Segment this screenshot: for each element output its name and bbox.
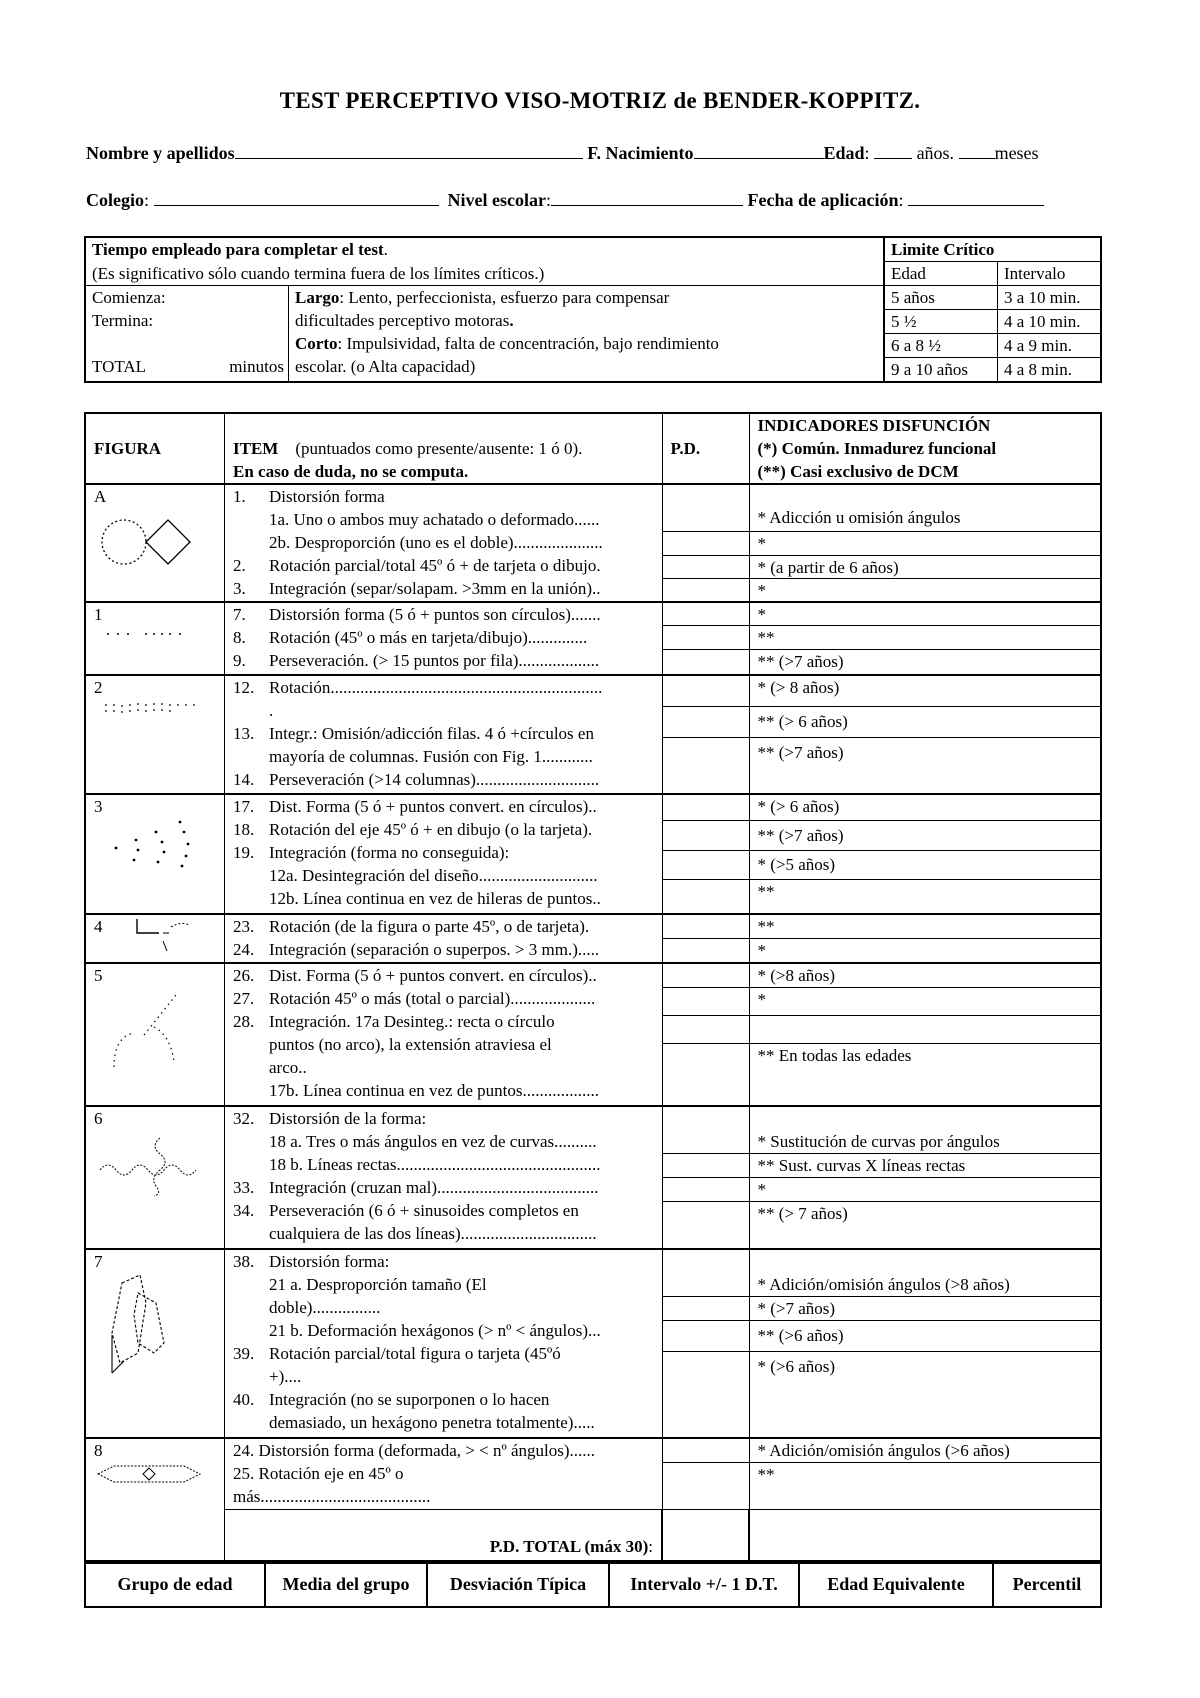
pd-input[interactable] (663, 1178, 749, 1202)
figure-cell (85, 914, 225, 963)
figure-cell (85, 484, 225, 602)
item-text: Integr.: Omisión/adicción filas. 4 ó +círculos en (269, 724, 594, 743)
indicator: * (757, 581, 766, 600)
indicator: * (>5 años) (750, 851, 1101, 880)
item-text: Rotación................................................................ (269, 678, 603, 697)
indicators-cell (749, 675, 1101, 794)
figure-row-4 (85, 914, 1101, 963)
indicator: ** En todas las edades (757, 1046, 912, 1065)
indicator: * Adición/omisión ángulos (>8 años) (750, 1250, 1101, 1297)
item-text: Distorsión forma (269, 487, 385, 506)
item-num: 24. (233, 940, 255, 959)
indicator: * Adicción u omisión ángulos (750, 485, 1101, 532)
item-num: 9. (233, 651, 246, 670)
item-num: 12. (233, 678, 255, 697)
indicator: * (757, 941, 766, 960)
footer-col-percentil: Percentil (993, 1561, 1101, 1607)
footer-col-edad-equivalente: Edad Equivalente (799, 1561, 993, 1607)
pd-input[interactable] (663, 556, 749, 579)
item-num: 3. (233, 579, 246, 598)
anos-label: años. (916, 143, 955, 163)
footer-col-desviacion: Desviación Típica (427, 1561, 609, 1607)
indicator (750, 1016, 1101, 1044)
indicator: ** (750, 626, 1101, 650)
indicator: ** (750, 915, 1101, 939)
indicators-cell (749, 914, 1101, 963)
item-text: Distorsión de la forma: (269, 1109, 427, 1128)
figure-7-drawing (94, 1273, 204, 1383)
limite-header-cell (884, 237, 1101, 262)
pd-input[interactable] (663, 915, 749, 939)
indicator: * (>7 años) (750, 1297, 1101, 1321)
limit-intervalo: 4 a 8 min. (1004, 360, 1072, 379)
indicators-cell (749, 963, 1101, 1106)
figure-cell (85, 602, 225, 675)
pd-input[interactable] (663, 579, 749, 601)
item-num: 1. (233, 487, 246, 506)
item-text: Perseveración (>14 columnas)............................. (269, 770, 600, 789)
item-text: doble)................ (269, 1298, 381, 1317)
item-text: 24. Distorsión forma (deformada, > < nº ángulos)...... (233, 1441, 596, 1460)
pd-input[interactable] (663, 707, 749, 738)
item-text: Distorsión forma (5 ó + puntos son círculos)....... (269, 605, 601, 624)
figure-cell (85, 1249, 225, 1438)
items-cell (225, 484, 663, 602)
item-text: Perseveración (6 ó + sinusoides completos en (269, 1201, 579, 1220)
figure-row-3 (85, 794, 1101, 914)
items-cell (225, 914, 663, 963)
indicator: ** (>7 años) (757, 652, 844, 671)
item-header-line2: En caso de duda, no se computa. (233, 462, 469, 481)
time-header-dot: . (383, 240, 388, 259)
indicators-cell (749, 1249, 1101, 1438)
items-cell (225, 963, 663, 1106)
figure-label: 1 (94, 605, 103, 624)
intervalo-col-header: Intervalo (998, 262, 1102, 286)
item-num: 17. (233, 797, 255, 816)
items-cell (225, 1106, 663, 1249)
termina-label: Termina: (92, 311, 154, 330)
item-text: Integración (no se suporponen o lo hacen (269, 1390, 550, 1409)
item-text: 2b. Desproporción (uno es el doble)..................... (269, 533, 603, 552)
item-text: Distorsión forma: (269, 1252, 390, 1271)
edad-col-header: Edad (884, 262, 998, 286)
figure-cell (85, 794, 225, 914)
indicator: * Adición/omisión ángulos (>6 años) (750, 1439, 1101, 1463)
limit-edad: 5 años (885, 286, 997, 310)
item-num: 23. (233, 917, 255, 936)
figure-a-drawing (94, 512, 194, 572)
figure-row-8 (85, 1438, 1101, 1510)
item-header-note: (puntuados como presente/ausente: 1 ó 0). (295, 439, 583, 458)
items-cell (225, 794, 663, 914)
item-num: 33. (233, 1178, 255, 1197)
indicators-cell (749, 484, 1101, 602)
pd-input[interactable] (663, 939, 749, 962)
pd-input[interactable] (663, 626, 749, 650)
item-text: 18 b. Líneas rectas................................................ (269, 1155, 601, 1174)
item-num: 18. (233, 820, 255, 839)
item-text: Perseveración. (> 15 puntos por fila)................... (269, 651, 600, 670)
item-text: mayoría de columnas. Fusión con Fig. 1............ (269, 747, 593, 766)
indicator: * (750, 1178, 1101, 1202)
indicator: ** (757, 882, 775, 901)
item-header (225, 413, 663, 484)
corto-text-1: : Impulsividad, falta de concentración, bajo rendimiento (337, 334, 719, 353)
item-text: 21 b. Deformación hexágonos (> nº < ángulos)... (269, 1321, 601, 1340)
pd-cell (662, 602, 749, 675)
item-num: 8. (233, 628, 246, 647)
footer-table (84, 1560, 1102, 1608)
pd-total-input[interactable] (662, 1510, 749, 1563)
nivel-field[interactable] (551, 190, 743, 206)
pd-input[interactable] (663, 1250, 749, 1297)
item-text: 1a. Uno o ambos muy achatado o deformado...... (269, 510, 600, 529)
indicators-cell (749, 1438, 1101, 1510)
pd-input[interactable] (663, 1154, 749, 1178)
figure-cell (85, 675, 225, 794)
time-note-cell (85, 262, 884, 286)
ind-header-3: (**) Casi exclusivo de DCM (757, 462, 959, 481)
limit-intervalo: 4 a 10 min. (998, 310, 1100, 334)
indicator: * (>6 años) (757, 1357, 836, 1376)
item-text: Rotación 45º o más (total o parcial).................... (269, 989, 596, 1008)
pd-input[interactable] (663, 964, 749, 988)
time-note: (Es significativo sólo cuando termina fuera de los límites críticos.) (92, 263, 545, 283)
ind-header-2: (*) Común. Inmadurez funcional (757, 439, 997, 458)
pd-input[interactable] (663, 1463, 749, 1509)
item-num: 32. (233, 1109, 255, 1128)
meses-label: meses (994, 143, 1039, 163)
largo-text-2-end: . (509, 311, 514, 330)
item-text: 25. Rotación eje en 45º o (233, 1464, 404, 1483)
footer-col-grupo: Grupo de edad (85, 1561, 265, 1607)
figure-4-drawing (123, 915, 203, 955)
items-cell (225, 1249, 663, 1438)
indicator: ** (> 6 años) (750, 707, 1101, 738)
pd-cell (662, 794, 749, 914)
figure-row-1 (85, 602, 1101, 675)
colegio-field[interactable] (154, 190, 439, 206)
indicator: * (750, 603, 1101, 626)
pd-input[interactable] (663, 1044, 749, 1105)
item-text: 18 a. Tres o más ángulos en vez de curvas.......... (269, 1132, 597, 1151)
pd-header: P.D. (662, 413, 749, 484)
figure-2-drawing (94, 699, 204, 721)
footer-col-intervalo: Intervalo +/- 1 D.T. (609, 1561, 799, 1607)
pd-total-empty-ind (749, 1510, 1101, 1563)
item-text: puntos (no arco), la extensión atraviesa el (269, 1035, 552, 1054)
main-table (84, 412, 1102, 1564)
item-text: Rotación (de la figura o parte 45º, o de tarjeta). (269, 917, 590, 936)
pd-cell (662, 484, 749, 602)
item-text: Rotación parcial/total figura o tarjeta (45ºó (269, 1344, 561, 1363)
time-spacer (92, 332, 284, 355)
pd-input[interactable] (663, 1202, 749, 1248)
item-text: 17b. Línea continua en vez de puntos.................. (269, 1081, 600, 1100)
item-text: . (269, 701, 274, 720)
edad-colon: : (864, 143, 870, 163)
pd-input[interactable] (663, 795, 749, 821)
pd-cell (662, 675, 749, 794)
pd-input[interactable] (663, 532, 749, 556)
figure-label: 7 (94, 1252, 103, 1271)
edad-label: Edad (823, 143, 865, 163)
indicator: * (> 8 años) (750, 676, 1101, 707)
colegio-label: Colegio (86, 190, 144, 210)
figure-3-drawing (94, 818, 204, 878)
minutos-label: minutos (229, 357, 284, 376)
corto-text-2: escolar. (o Alta capacidad) (295, 357, 476, 376)
pd-input[interactable] (663, 1321, 749, 1352)
item-num: 14. (233, 770, 255, 789)
limit-intervalo: 4 a 9 min. (998, 334, 1100, 358)
figure-label: 8 (94, 1441, 103, 1460)
item-text: Rotación (45º o más en tarjeta/dibujo).............. (269, 628, 588, 647)
limit-edad: 5 ½ (885, 310, 997, 334)
fecha-label: Fecha de aplicación (747, 190, 899, 210)
item-header-bold: ITEM (233, 439, 279, 458)
pd-input[interactable] (663, 1016, 749, 1044)
figure-row-6 (85, 1106, 1101, 1249)
largo-label: Largo (295, 288, 340, 307)
pd-total-empty (85, 1510, 225, 1563)
indicator: * (750, 988, 1101, 1016)
figure-label: 4 (94, 917, 103, 936)
pd-cell (662, 914, 749, 963)
item-text: cualquiera de las dos líneas)................................ (269, 1224, 597, 1243)
figure-row-5 (85, 963, 1101, 1106)
item-text: 12a. Desintegración del diseño............................ (269, 866, 598, 885)
indicator: ** (>7 años) (750, 821, 1101, 851)
nombre-field[interactable] (235, 143, 583, 159)
pd-cell (662, 1106, 749, 1249)
item-num: 27. (233, 989, 255, 1008)
figure-row-7 (85, 1249, 1101, 1438)
figure-cell (85, 963, 225, 1106)
indicator: * (750, 532, 1101, 556)
indicadores-header (749, 413, 1101, 484)
pd-input[interactable] (663, 1439, 749, 1463)
nivel-colon: : (545, 190, 551, 210)
item-text: más........................................ (233, 1487, 431, 1506)
fields-row-1 (86, 143, 1039, 164)
item-text: Dist. Forma (5 ó + puntos convert. en círculos).. (269, 797, 597, 816)
colegio-colon: : (144, 190, 150, 210)
figure-1-drawing (94, 626, 194, 646)
comienza-label: Comienza: (92, 288, 166, 307)
item-text: Rotación del eje 45º ó + en dibujo (o la tarjeta). (269, 820, 593, 839)
item-num: 7. (233, 605, 246, 624)
fecha-field[interactable] (908, 190, 1044, 206)
nacimiento-label: F. Nacimiento (587, 143, 694, 163)
item-num: 39. (233, 1344, 255, 1363)
nombre-label: Nombre y apellidos (86, 143, 235, 163)
figura-header: FIGURA (85, 413, 225, 484)
pd-total-label-cell (225, 1510, 663, 1563)
pd-input[interactable] (663, 988, 749, 1016)
item-num: 19. (233, 843, 255, 862)
item-text: Integración. 17a Desinteg.: recta o círculo (269, 1012, 555, 1031)
figure-6-drawing (94, 1130, 204, 1200)
item-text: Dist. Forma (5 ó + puntos convert. en círculos).. (269, 966, 597, 985)
ind-header-1: INDICADORES DISFUNCIÓN (757, 416, 991, 435)
indicators-cell (749, 1106, 1101, 1249)
largo-text-2: dificultades perceptivo motoras (295, 311, 510, 330)
limits-edad-cell (884, 286, 998, 383)
indicator: ** (> 7 años) (757, 1204, 848, 1223)
indicator: * (>8 años) (750, 964, 1101, 988)
indicator: * (> 6 años) (750, 795, 1101, 821)
fields-row-2 (86, 190, 1044, 211)
item-text: Integración (cruzan mal)...................................... (269, 1178, 599, 1197)
item-text: +).... (269, 1367, 302, 1386)
limit-intervalo: 3 a 10 min. (998, 286, 1100, 310)
figure-cell (85, 1106, 225, 1249)
item-num: 13. (233, 724, 255, 743)
item-num: 28. (233, 1012, 255, 1031)
figure-5-drawing (94, 987, 204, 1077)
pd-cell (662, 1249, 749, 1438)
pd-input[interactable] (663, 485, 749, 532)
indicator: ** (>6 años) (750, 1321, 1101, 1352)
pd-input[interactable] (663, 676, 749, 707)
pd-total-colon: : (648, 1536, 653, 1556)
item-num: 38. (233, 1252, 255, 1271)
pd-input[interactable] (663, 738, 749, 793)
items-cell (225, 675, 663, 794)
pd-input[interactable] (663, 603, 749, 626)
largo-text-1: : Lento, perfeccionista, esfuerzo para compensar (339, 288, 670, 307)
item-text: Integración (separación o superpos. > 3 mm.)..... (269, 940, 600, 959)
pd-input[interactable] (663, 1107, 749, 1154)
items-cell (225, 602, 663, 675)
total-label: TOTAL (92, 357, 147, 376)
pd-input[interactable] (663, 851, 749, 880)
limit-edad: 6 a 8 ½ (885, 334, 997, 358)
item-text: Rotación parcial/total 45º ó + de tarjeta o dibujo. (269, 556, 601, 575)
item-num: 40. (233, 1390, 255, 1409)
indicator: * Sustitución de curvas por ángulos (750, 1107, 1101, 1154)
item-text: 21 a. Desproporción tamaño (El (269, 1275, 487, 1294)
items-cell (225, 1438, 663, 1510)
edad-anos-field[interactable] (874, 143, 912, 159)
pd-cell (662, 1438, 749, 1510)
figure-label: 6 (94, 1109, 103, 1128)
footer-col-media: Media del grupo (265, 1561, 427, 1607)
indicator: ** (>7 años) (757, 743, 844, 762)
indicator: ** Sust. curvas X líneas rectas (750, 1154, 1101, 1178)
time-entries-cell (85, 286, 289, 383)
corto-label: Corto (295, 334, 338, 353)
figure-row-2 (85, 675, 1101, 794)
figure-row-a (85, 484, 1101, 602)
pd-input[interactable] (663, 650, 749, 674)
total-row (92, 355, 284, 378)
pd-input[interactable] (663, 1352, 749, 1437)
figure-label: 2 (94, 678, 103, 697)
indicators-cell (749, 794, 1101, 914)
pd-input[interactable] (663, 821, 749, 851)
pd-total-row (85, 1510, 1101, 1563)
indicators-cell (749, 602, 1101, 675)
nacimiento-field[interactable] (694, 143, 824, 159)
pd-input[interactable] (663, 880, 749, 913)
pd-input[interactable] (663, 1297, 749, 1321)
figure-label: 3 (94, 797, 103, 816)
limite-label: Limite Crítico (891, 240, 995, 259)
pd-cell (662, 963, 749, 1106)
largo-corto-cell (289, 286, 885, 383)
item-text: 12b. Línea continua en vez de hileras de puntos.. (269, 889, 601, 908)
indicator: ** (757, 1465, 775, 1484)
item-text: arco.. (269, 1058, 307, 1077)
time-header-title: Tiempo empleado para completar el test (92, 240, 384, 259)
limits-intervalo-cell (998, 286, 1102, 383)
edad-meses-field[interactable] (959, 143, 995, 159)
page-title: TEST PERCEPTIVO VISO-MOTRIZ de BENDER-KOPPITZ. (279, 88, 921, 113)
item-text: Integración (forma no conseguida): (269, 843, 510, 862)
item-text: Integración (separ/solapam. >3mm en la unión).. (269, 579, 601, 598)
item-num: 26. (233, 966, 255, 985)
figure-8-drawing (94, 1462, 204, 1492)
figure-cell (85, 1438, 225, 1510)
item-num: 2. (233, 556, 246, 575)
item-text: demasiado, un hexágono penetra totalmente)..... (269, 1413, 595, 1432)
item-num: 34. (233, 1201, 255, 1220)
figure-label: 5 (94, 966, 103, 985)
nivel-label: Nivel escolar (447, 190, 546, 210)
time-header-cell (85, 237, 884, 262)
fecha-colon: : (898, 190, 904, 210)
figure-label: A (94, 487, 107, 506)
limit-edad: 9 a 10 años (891, 360, 968, 379)
pd-total-label: P.D. TOTAL (máx 30) (489, 1536, 649, 1556)
indicator: * (a partir de 6 años) (750, 556, 1101, 579)
time-table (84, 236, 1102, 383)
